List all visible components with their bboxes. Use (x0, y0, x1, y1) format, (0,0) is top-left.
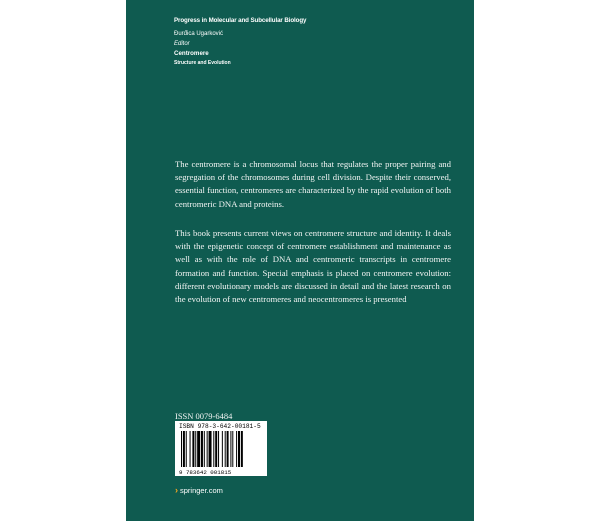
issn-label: ISSN 0079-6484 (175, 411, 233, 421)
back-cover (126, 0, 474, 521)
book-title: Centromere (174, 50, 209, 57)
springer-link-text: springer.com (180, 485, 223, 495)
isbn-barcode (175, 421, 267, 476)
editor-name: Đurđica Ugarković (174, 31, 224, 37)
description-paragraph-1: The centromere is a chromosomal locus that regulates the proper pairing and segregation of the chromosomes during cell division. Despite their conserved, essential function, centromeres are characterized by the rapid evolution of both centromeric DNA and proteins. (175, 159, 451, 209)
barcode-digits: 9 783642 001815 (179, 469, 232, 476)
springer-link[interactable] (175, 485, 223, 495)
series-title: Progress in Molecular and Subcellular Biology (174, 17, 307, 24)
description-paragraph-2: This book presents current views on centromere structure and identity. It deals with the epigenetic concept of centromere establishment and maintenance as well as with the role of DNA and centromeric transcripts in centromere formation and function. Special emphasis is placed on centromere evolution: different evolutionary models are discussed in detail and the latest research on the evolution of new centromeres and neocentromeres is presented (175, 228, 451, 305)
book-subtitle: Structure and Evolution (174, 60, 231, 66)
barcode-isbn-text: ISBN 978-3-642-00181-5 (179, 423, 261, 430)
chevron-right-icon: › (175, 485, 178, 495)
editor-role: Editor (174, 41, 190, 47)
